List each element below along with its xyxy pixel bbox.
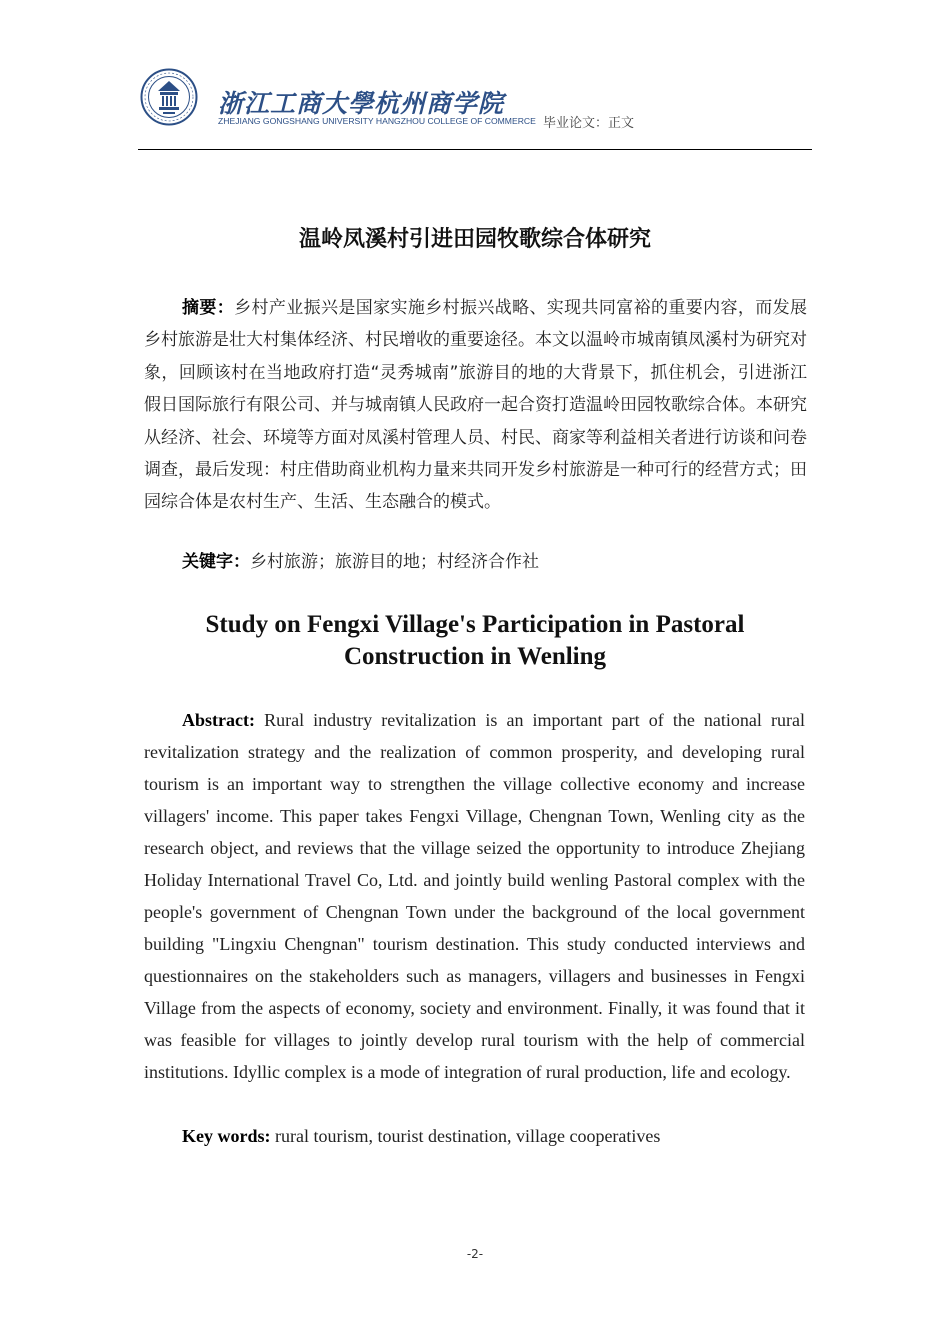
page-number: -2- [466, 1247, 484, 1261]
chinese-abstract-label: 摘要： [182, 298, 235, 318]
english-title: Study on Fengxi Village's Participation in Pastoral Construction in Wenling [205, 611, 745, 670]
school-name-cn: 浙江工商大學杭州商学院 [218, 89, 505, 118]
chinese-keywords [182, 546, 539, 578]
page-header [138, 62, 812, 150]
english-abstract-label: Abstract: [182, 710, 255, 730]
english-keywords-label: Key words: [182, 1126, 271, 1146]
header-divider [138, 149, 812, 150]
english-keywords-text: rural tourism, tourist destination, village cooperatives [270, 1126, 661, 1146]
english-keywords [182, 1120, 660, 1152]
document-label: 毕业论文：正文 [543, 116, 635, 131]
english-abstract-text: Rural industry revitalization is an important part of the national rural revitalization strategy and the realization of common prosperity, and developing rural tourism is an important way to strengthen the village collective economy and increase villagers' income. This paper takes Fengxi Village, Chengnan Town, Wenling city as the research object, and reviews that the village seized the opportunity to introduce Zhejiang Holiday International Travel Co, Ltd. and jointly build wenling Pastoral complex with the people's government of Chengnan Town under the background of the local government building "Lingxiu Chengnan" tourism destination. This study conducted interviews and questionnaires on the stakeholders such as managers, villagers and businesses in Fengxi Village from the aspects of economy, society and environment. Finally, it was found that it was feasible for villages to jointly develop rural tourism with the help of commercial institutions. Idyllic complex is a mode of integration of rural production, life and ecology. [144, 710, 805, 1082]
english-abstract [144, 704, 805, 1088]
chinese-abstract [144, 292, 807, 519]
chinese-title: 温岭凤溪村引进田园牧歌综合体研究 [298, 227, 651, 252]
school-name-en: ZHEJIANG GONGSHANG UNIVERSITY HANGZHOU COLLEGE OF COMMERCE [218, 116, 536, 126]
chinese-abstract-text: 乡村产业振兴是国家实施乡村振兴战略、实现共同富裕的重要内容，而发展乡村旅游是壮大村集体经济、村民增收的重要途径。本文以温岭市城南镇凤溪村为研究对象，回顾该村在当地政府打造“灵秀城南”旅游目的地的大背景下，抓住机会，引进浙江假日国际旅行有限公司、并与城南镇人民政府一起合资打造温岭田园牧歌综合体。本研究从经济、社会、环境等方面对凤溪村管理人员、村民、商家等利益相关者进行访谈和问卷调查，最后发现：村庄借助商业机构力量来共同开发乡村旅游是一种可行的经营方式；田园综合体是农村生产、生活、生态融合的模式。 [144, 298, 808, 513]
chinese-keywords-label: 关键字： [182, 552, 250, 572]
chinese-keywords-text: 乡村旅游；旅游目的地；村经济合作社 [250, 552, 539, 572]
university-seal-icon [140, 68, 198, 126]
